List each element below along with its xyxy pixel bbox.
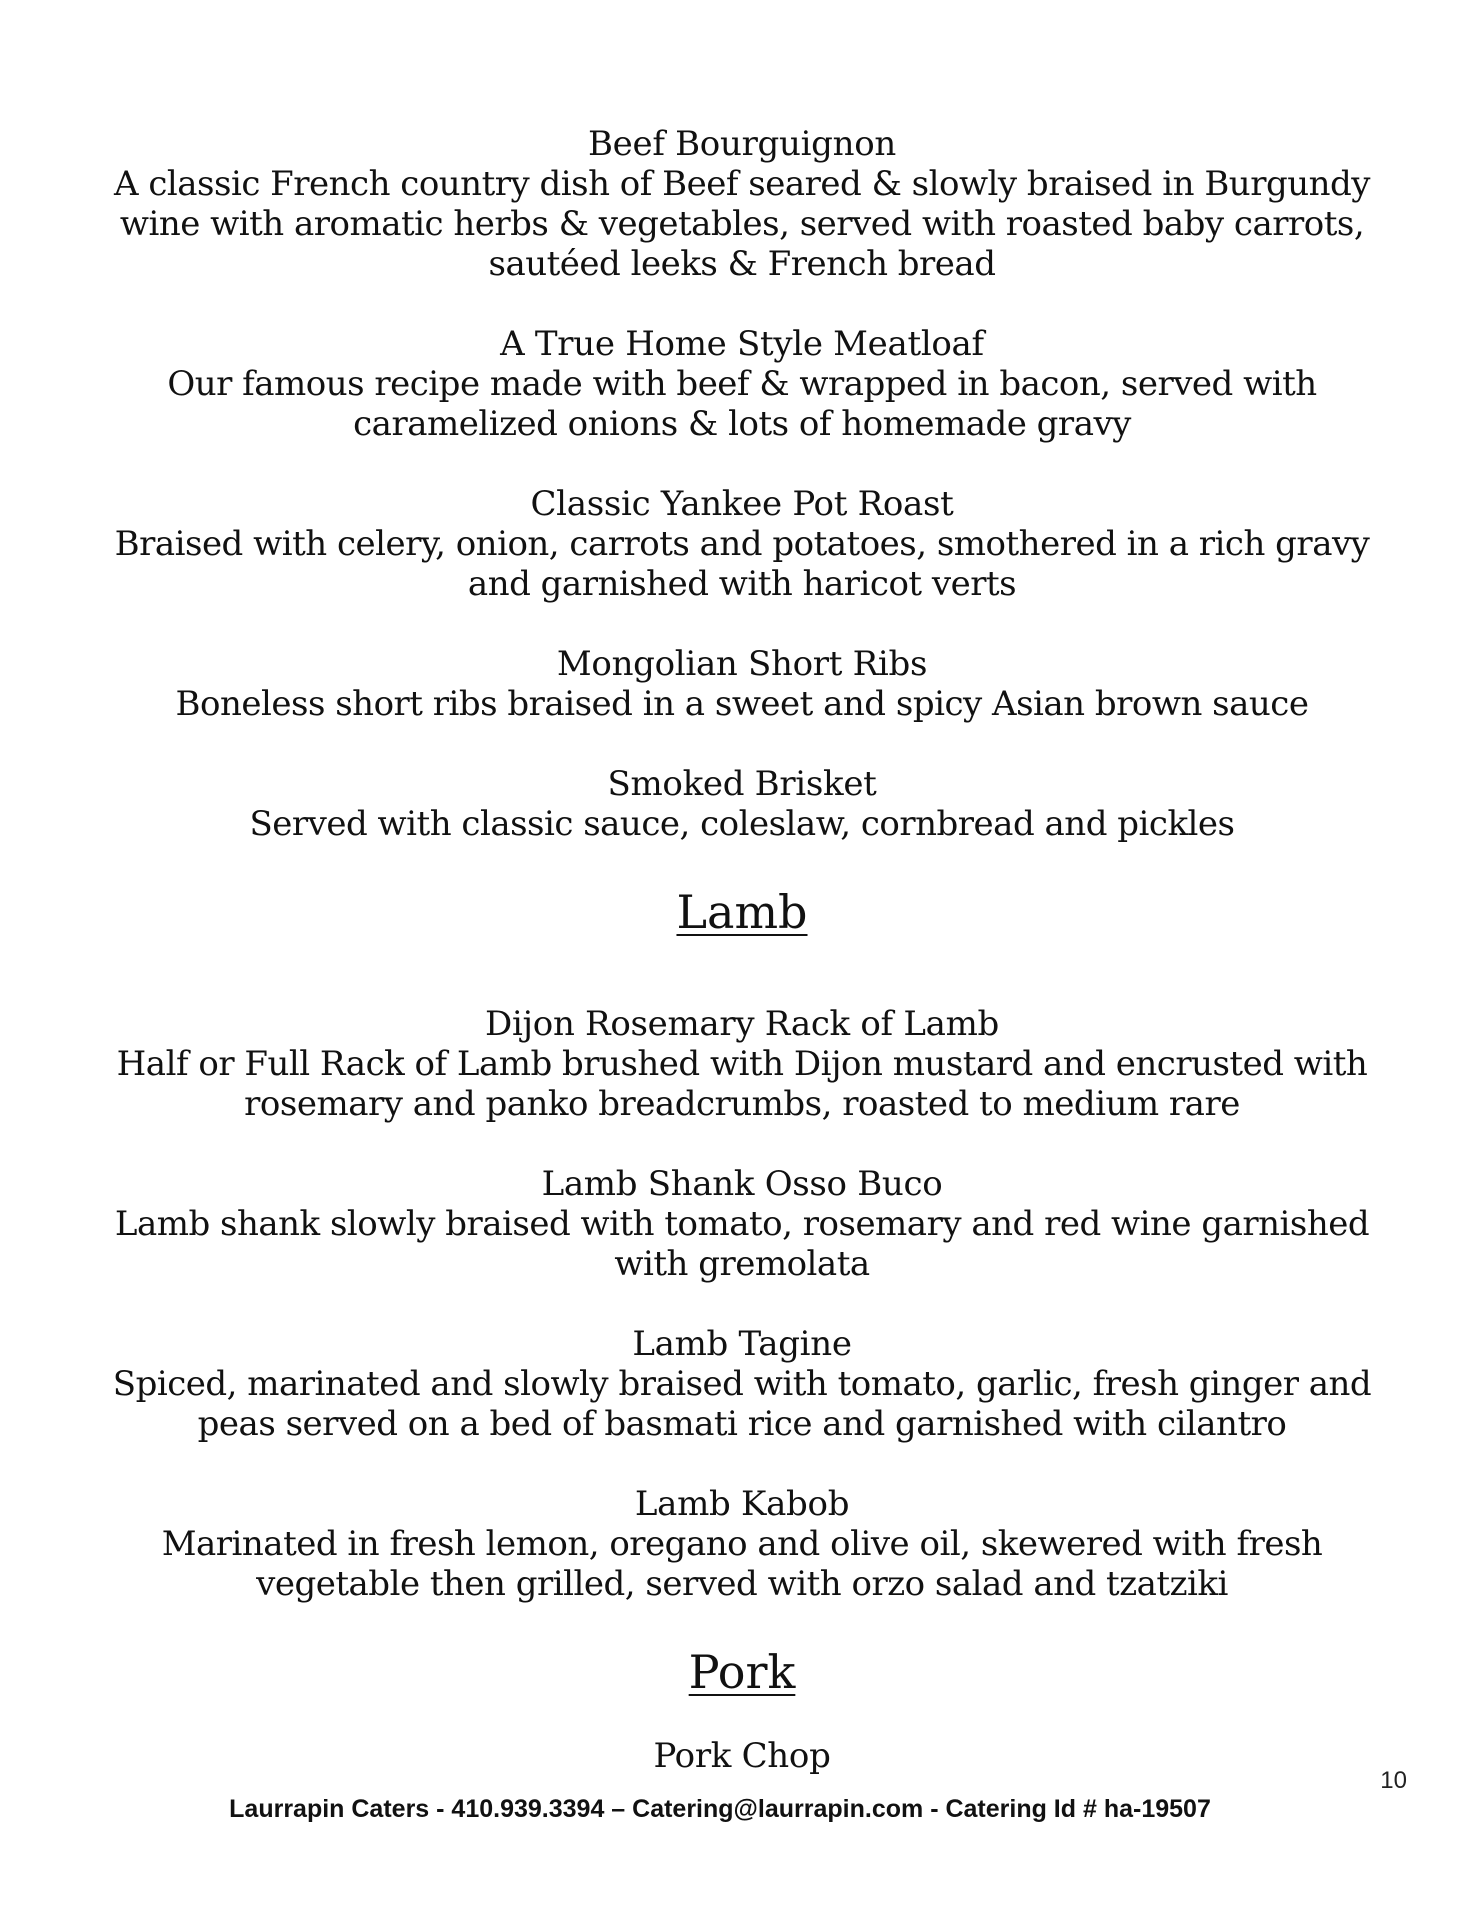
menu-item-description: Served with classic sauce, coleslaw, cornbread and pickles bbox=[249, 804, 1235, 844]
section-heading-pork: Pork bbox=[688, 1645, 796, 1699]
menu-item-description: Braised with celery, onion, carrots and potatoes, smothered in a rich gravy and garnished with haricot verts bbox=[114, 524, 1370, 604]
menu-item-name: Lamb Shank Osso Buco bbox=[541, 1164, 943, 1204]
menu-item-description: Marinated in fresh lemon, oregano and olive oil, skewered with fresh vegetable then grilled, served with orzo salad and tzatziki bbox=[161, 1524, 1323, 1604]
menu-item-name: A True Home Style Meatloaf bbox=[500, 324, 984, 364]
menu-item-beef-bourguignon bbox=[80, 124, 1404, 284]
menu-item-lamb-tagine bbox=[80, 1324, 1404, 1444]
menu-item-name: Smoked Brisket bbox=[607, 764, 877, 804]
menu-item-description: Lamb shank slowly braised with tomato, rosemary and red wine garnished with gremolata bbox=[114, 1204, 1370, 1284]
menu-item-description: Our famous recipe made with beef & wrapped in bacon, served with caramelized onions & lots of homemade gravy bbox=[167, 364, 1317, 444]
menu-item-name: Lamb Tagine bbox=[632, 1324, 852, 1364]
menu-item-name: Classic Yankee Pot Roast bbox=[530, 484, 954, 524]
menu-item-name: Beef Bourguignon bbox=[588, 124, 896, 164]
menu-item-name: Dijon Rosemary Rack of Lamb bbox=[485, 1004, 999, 1044]
menu-item-smoked-brisket bbox=[80, 764, 1404, 844]
menu-item-pot-roast bbox=[80, 484, 1404, 604]
menu-item-osso-buco bbox=[80, 1164, 1404, 1284]
section-heading-lamb: Lamb bbox=[676, 885, 808, 939]
menu-item-name: Lamb Kabob bbox=[634, 1484, 850, 1524]
menu-item-rack-of-lamb bbox=[80, 1004, 1404, 1124]
menu-item-meatloaf bbox=[80, 324, 1404, 444]
menu-item-short-ribs bbox=[80, 644, 1404, 724]
page-number: 10 bbox=[1380, 1767, 1407, 1794]
menu-item-name: Pork Chop bbox=[653, 1736, 831, 1776]
menu-item-pork-chop bbox=[80, 1736, 1404, 1776]
menu-page-content bbox=[80, 124, 1404, 1816]
menu-item-name: Mongolian Short Ribs bbox=[556, 644, 928, 684]
page-footer: Laurrapin Caters - 410.939.3394 – Catering@laurrapin.com - Catering Id # ha-19507 bbox=[229, 1795, 1211, 1823]
menu-item-description: Half or Full Rack of Lamb brushed with Dijon mustard and encrusted with rosemary and panko breadcrumbs, roasted to medium rare bbox=[116, 1044, 1368, 1124]
menu-item-description: Spiced, marinated and slowly braised with tomato, garlic, fresh ginger and peas served on a bed of basmati rice and garnished with cilantro bbox=[112, 1364, 1372, 1444]
menu-item-description: A classic French country dish of Beef seared & slowly braised in Burgundy wine with aromatic herbs & vegetables, served with roasted baby carrots, sautéed leeks & French bread bbox=[114, 164, 1370, 284]
menu-item-description: Boneless short ribs braised in a sweet and spicy Asian brown sauce bbox=[175, 684, 1309, 724]
menu-item-lamb-kabob bbox=[80, 1484, 1404, 1604]
